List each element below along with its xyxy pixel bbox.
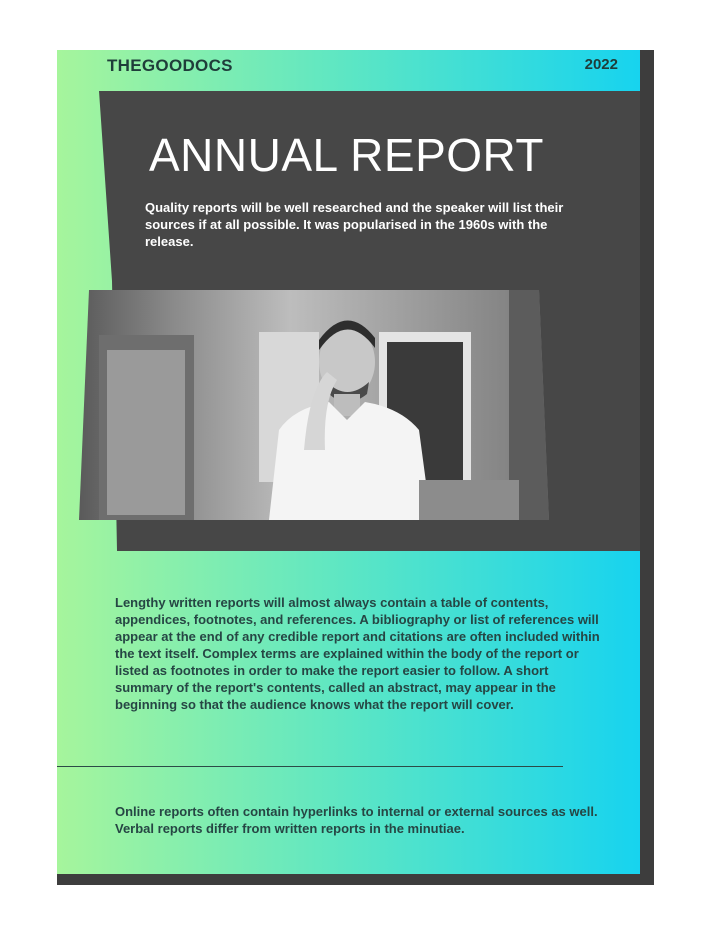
body-paragraph-1: Lengthy written reports will almost always contain a table of contents, appendices, footnotes, and references. A bibliography or list of references will appear at the end of any credible report and citations are often included within the text itself. Complex terms are explained within the body of the report or listed as footnotes in order to make the report easier to follow. A short summary of the report's contents, called an abstract, may appear in the beginning so that the audience knows what the report will cover. bbox=[115, 595, 600, 712]
section-divider bbox=[57, 766, 563, 767]
intro-text: Quality reports will be well researched and the speaker will list their sources if at all possible. It was popularised in the 1960s with the release. bbox=[145, 200, 564, 249]
page-title: ANNUAL REPORT bbox=[149, 129, 545, 181]
report-page bbox=[57, 50, 640, 874]
hero-photo bbox=[79, 290, 549, 520]
businessman-photo-icon bbox=[79, 290, 549, 520]
brand-name: THEGOODOCS bbox=[107, 56, 233, 75]
report-year: 2022 bbox=[584, 56, 618, 73]
body-paragraph-2: Online reports often contain hyperlinks to internal or external sources as well. Verbal reports differ from written reports in the minutiae. bbox=[115, 804, 598, 836]
